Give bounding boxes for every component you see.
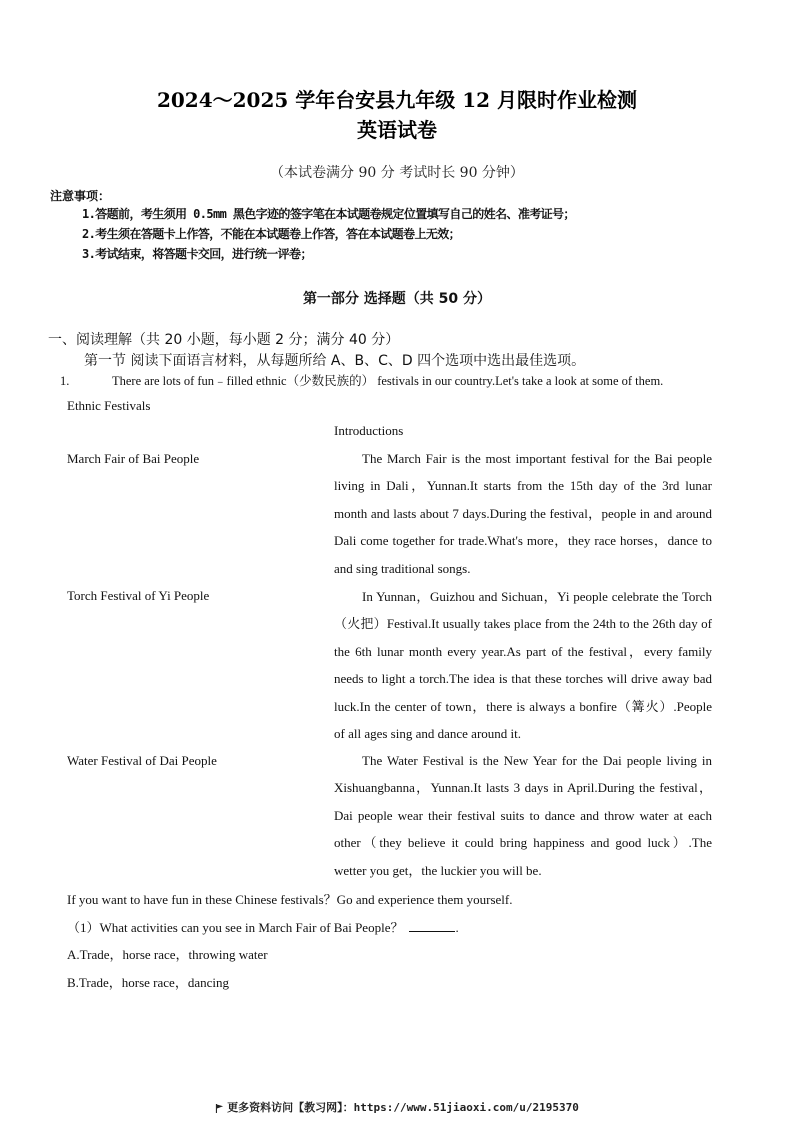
notice-label: 注意事项：: [50, 189, 111, 203]
festival-name: Torch Festival of Yi People: [67, 588, 210, 603]
festival-description: The Water Festival is the New Year for the Dai people living in Xishuangbanna，Yunnan.It lasts 3 days in April.During the festival，Dai people wear their festival suits to dance and throw water at each other（they believe it could bring happiness and good luck）.The wetter you get，the luckier you will be.: [334, 753, 712, 878]
sub-question-1: （1）What activities can you see in March Fair of Bai People？ .: [67, 920, 459, 935]
exam-title-line2: 英语试卷: [357, 118, 437, 142]
festival-name: March Fair of Bai People: [67, 451, 200, 466]
flag-icon: [215, 1104, 224, 1113]
subsection-instructions: 第一节 阅读下面语言材料，从每题所给 A、B、C、D 四个选项中选出最佳选项。: [84, 353, 586, 369]
passage-closing: If you want to have fun in these Chinese festivals？Go and experience them yourself.: [67, 892, 513, 907]
section-heading: 一、阅读理解（共 20 小题，每小题 2 分；满分 40 分）: [48, 332, 400, 348]
exam-title-line1: 2024～2025 学年台安县九年级 12 月限时作业检测: [156, 88, 638, 112]
notice-item-1: 1.答题前，考生须用 0.5mm 黑色字迹的签字笔在本试题卷规定位置填写自己的姓名、准考证号；: [82, 207, 575, 221]
option-b: B.Trade，horse race，dancing: [67, 975, 229, 990]
footer: [0, 1099, 794, 1115]
footer-link[interactable]: 更多资料访问【教习网】：https://www.51jiaoxi.com/u/2195370: [227, 1101, 579, 1114]
question-intro: [60, 371, 750, 389]
option-a: A.Trade，horse race，throwing water: [67, 947, 268, 962]
sub-question-text: （1）What activities can you see in March Fair of Bai People？: [67, 920, 404, 935]
answer-blank: [409, 919, 455, 932]
exam-subtitle: （本试卷满分 90 分 考试时长 90 分钟）: [270, 165, 524, 181]
festival-description: The March Fair is the most important festival for the Bai people living in Dali，Yunnan.It starts from the 15th day of the 3rd lunar month and lasts about 7 days.During the festival，people in and around Dali come together for trade.What's more，they race horses，dance to and sing traditional songs.: [334, 451, 712, 576]
notice-item-2: 2.考生须在答题卡上作答，不能在本试题卷上作答，答在本试题卷上无效；: [82, 227, 461, 241]
notice-item-3: 3.考试结束，将答题卡交回，进行统一评卷；: [82, 247, 312, 261]
festival-name: Water Festival of Dai People: [67, 753, 217, 768]
question-number: 1.: [60, 374, 70, 388]
table-header-introductions: Introductions: [334, 423, 404, 438]
table-header-festivals: Ethnic Festivals: [67, 398, 151, 413]
question-intro-text: There are lots of fun﹣filled ethnic（少数民族的） festivals in our country.Let's take a look at some of them.: [112, 374, 664, 388]
festival-description: In Yunnan，Guizhou and Sichuan，Yi people celebrate the Torch（火把）Festival.It usually takes place from the 24th to the 26th day of the 6th lunar month every year.As part of the festival，every family needs to light a torch.The idea is that these torches will drive away bad luck.In the center of town，there is always a bonfire（篝火）.People of all ages sing and dance around it.: [334, 589, 712, 742]
part-heading: 第一部分 选择题（共 50 分）: [302, 291, 492, 307]
